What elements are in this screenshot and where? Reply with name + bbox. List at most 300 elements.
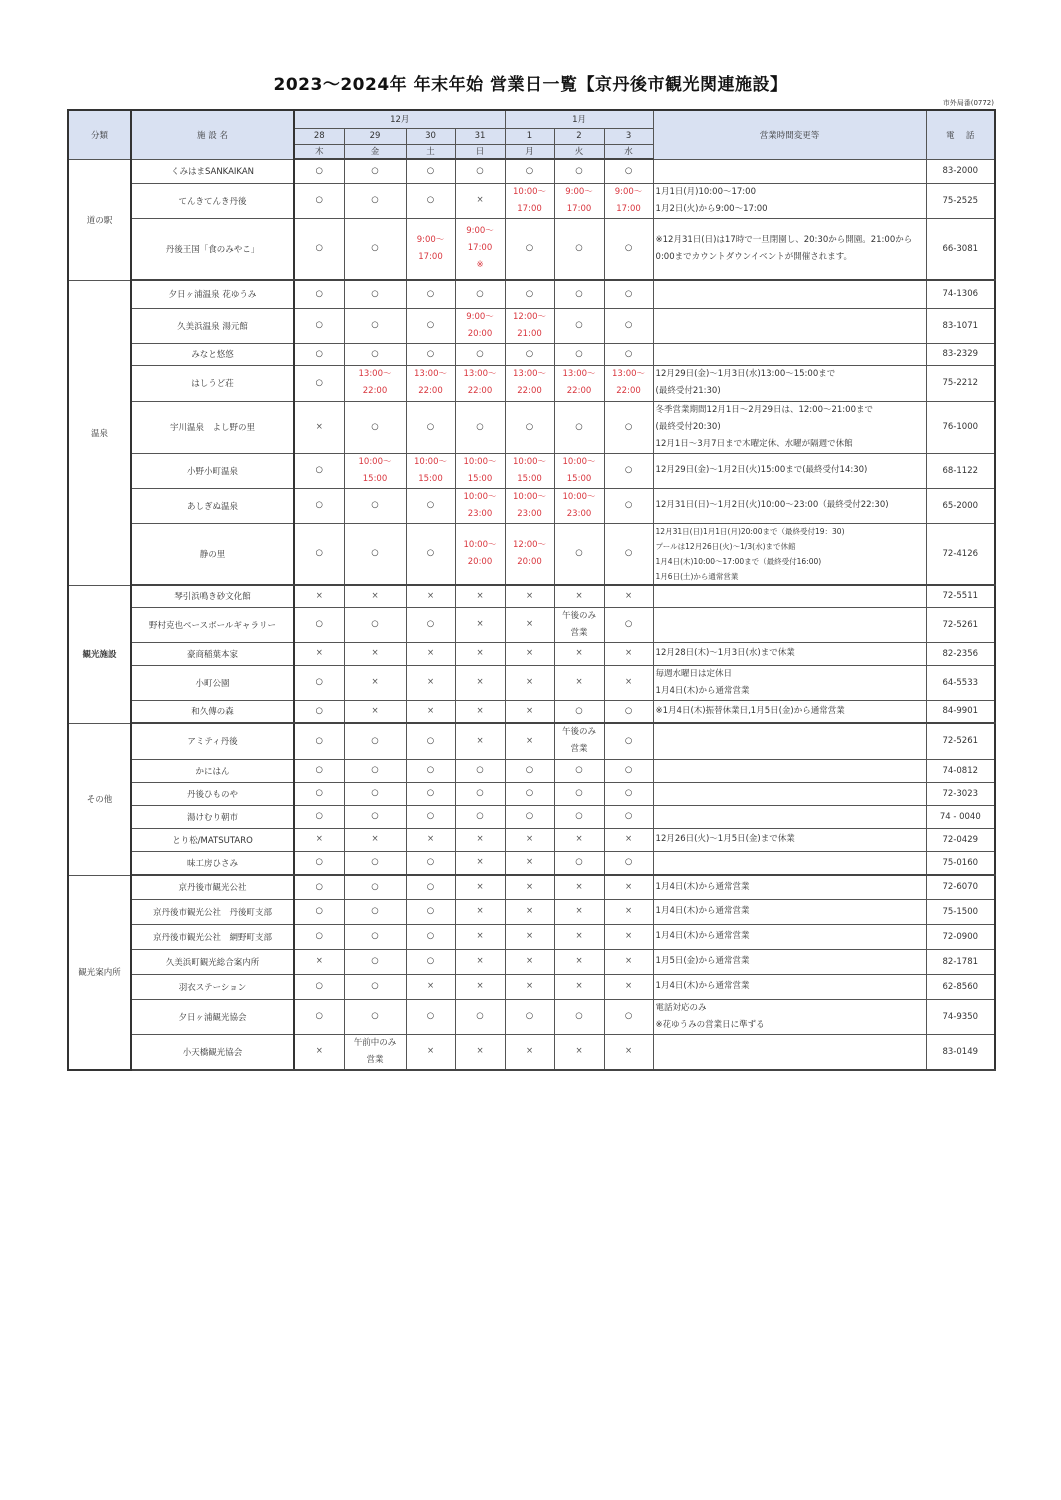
status-hours: 10:00～ 15:00 xyxy=(554,453,604,488)
status-open: ○ xyxy=(344,401,406,453)
header-weekday: 日 xyxy=(455,144,505,159)
header-weekday: 金 xyxy=(344,144,406,159)
table-row xyxy=(68,974,995,999)
status-closed: × xyxy=(554,665,604,700)
phone-number: 83-2329 xyxy=(926,343,995,365)
status-open: ○ xyxy=(554,851,604,875)
facility-name: 宇川温泉 よし野の里 xyxy=(131,401,294,453)
status-hours: 10:00～ 23:00 xyxy=(455,488,505,523)
remarks-cell: 1月4日(木)から通常営業 xyxy=(653,974,926,999)
status-closed: × xyxy=(604,974,653,999)
status-open: ○ xyxy=(344,999,406,1034)
status-hours: 13:00～ 22:00 xyxy=(344,365,406,401)
status-closed: × xyxy=(344,828,406,851)
table-row xyxy=(68,453,995,488)
status-open: ○ xyxy=(294,851,344,875)
table-row xyxy=(68,899,995,924)
status-closed: × xyxy=(604,875,653,899)
phone-number: 75-1500 xyxy=(926,899,995,924)
remarks-cell: 1月4日(木)から通常営業 xyxy=(653,899,926,924)
table-row xyxy=(68,183,995,218)
status-closed: × xyxy=(455,851,505,875)
status-closed: × xyxy=(294,401,344,453)
status-open: ○ xyxy=(294,974,344,999)
status-open: ○ xyxy=(406,759,455,782)
status-note: 午後のみ 営業 xyxy=(554,723,604,759)
status-closed: × xyxy=(505,924,554,949)
table-row xyxy=(68,1034,995,1070)
status-open: ○ xyxy=(505,805,554,828)
status-open: ○ xyxy=(604,401,653,453)
status-closed: × xyxy=(505,1034,554,1070)
status-open: ○ xyxy=(604,159,653,183)
status-open: ○ xyxy=(294,159,344,183)
status-open: ○ xyxy=(455,280,505,308)
status-open: ○ xyxy=(505,759,554,782)
status-open: ○ xyxy=(455,343,505,365)
status-open: ○ xyxy=(294,453,344,488)
category-cell: 観光施設 xyxy=(68,585,131,723)
phone-number: 74-9350 xyxy=(926,999,995,1034)
header-date: 1 xyxy=(505,128,554,144)
header-month-dec: 12月 xyxy=(294,110,505,128)
status-open: ○ xyxy=(344,851,406,875)
phone-number: 74-0812 xyxy=(926,759,995,782)
facility-name: 羽衣ステーション xyxy=(131,974,294,999)
status-open: ○ xyxy=(455,782,505,805)
remarks-cell xyxy=(653,159,926,183)
phone-number: 72-6070 xyxy=(926,875,995,899)
phone-number: 72-3023 xyxy=(926,782,995,805)
status-open: ○ xyxy=(604,782,653,805)
table-row xyxy=(68,924,995,949)
status-closed: × xyxy=(455,700,505,723)
header-weekday: 木 xyxy=(294,144,344,159)
status-closed: × xyxy=(554,974,604,999)
status-closed: × xyxy=(455,899,505,924)
table-row xyxy=(68,488,995,523)
status-open: ○ xyxy=(406,924,455,949)
status-open: ○ xyxy=(344,782,406,805)
status-closed: × xyxy=(406,642,455,665)
status-open: ○ xyxy=(344,924,406,949)
remarks-cell: 12月31日(日)～1月2日(火)10:00～23:00（最終受付22:30) xyxy=(653,488,926,523)
remarks-cell xyxy=(653,280,926,308)
facility-name: 京丹後市観光公社 網野町支部 xyxy=(131,924,294,949)
status-hours: 12:00～ 20:00 xyxy=(505,523,554,585)
table-row xyxy=(68,218,995,280)
status-open: ○ xyxy=(406,607,455,642)
status-open: ○ xyxy=(294,723,344,759)
status-open: ○ xyxy=(294,218,344,280)
status-closed: × xyxy=(344,665,406,700)
status-open: ○ xyxy=(406,343,455,365)
phone-number: 82-2356 xyxy=(926,642,995,665)
remarks-cell: 冬季営業期間12月1日～2月29日は、12:00～21:00まで (最終受付20:30) 12月1日～3月7日まで木曜定休、水曜が隔週で休館 xyxy=(653,401,926,453)
status-hours: 10:00～ 17:00 xyxy=(505,183,554,218)
phone-number: 72-5511 xyxy=(926,585,995,607)
status-open: ○ xyxy=(604,759,653,782)
status-open: ○ xyxy=(554,523,604,585)
remarks-cell xyxy=(653,1034,926,1070)
status-open: ○ xyxy=(455,159,505,183)
header-date: 2 xyxy=(554,128,604,144)
remarks-cell: 1月5日(金)から通常営業 xyxy=(653,949,926,974)
phone-number: 82-1781 xyxy=(926,949,995,974)
status-closed: × xyxy=(604,665,653,700)
status-closed: × xyxy=(505,585,554,607)
phone-number: 83-2000 xyxy=(926,159,995,183)
status-open: ○ xyxy=(344,488,406,523)
remarks-cell: ※12月31日(日)は17時で一旦閉園し、20:30から開園。21:00から0:00までカウントダウンイベントが開催されます。 xyxy=(653,218,926,280)
status-closed: × xyxy=(604,828,653,851)
facility-name: 野村克也ベースボールギャラリー xyxy=(131,607,294,642)
facility-name: 小野小町温泉 xyxy=(131,453,294,488)
status-closed: × xyxy=(406,585,455,607)
status-open: ○ xyxy=(604,280,653,308)
phone-number: 65-2000 xyxy=(926,488,995,523)
table-row xyxy=(68,523,995,585)
facility-name: とり松/MATSUTARO xyxy=(131,828,294,851)
status-closed: × xyxy=(554,585,604,607)
header-date: 3 xyxy=(604,128,653,144)
status-closed: × xyxy=(406,1034,455,1070)
status-hours: 10:00～ 20:00 xyxy=(455,523,505,585)
status-hours: 9:00～ 20:00 xyxy=(455,308,505,343)
status-closed: × xyxy=(455,1034,505,1070)
category-cell: 温泉 xyxy=(68,280,131,585)
status-open: ○ xyxy=(406,308,455,343)
status-hours: 13:00～ 22:00 xyxy=(505,365,554,401)
status-open: ○ xyxy=(554,759,604,782)
facility-name: 琴引浜鳴き砂文化館 xyxy=(131,585,294,607)
status-closed: × xyxy=(554,875,604,899)
status-open: ○ xyxy=(554,308,604,343)
status-closed: × xyxy=(455,974,505,999)
table-row xyxy=(68,828,995,851)
phone-number: 75-2212 xyxy=(926,365,995,401)
status-open: ○ xyxy=(344,280,406,308)
phone-number: 72-0900 xyxy=(926,924,995,949)
facility-name: 久美浜町観光総合案内所 xyxy=(131,949,294,974)
status-open: ○ xyxy=(406,723,455,759)
status-open: ○ xyxy=(344,218,406,280)
header-remarks: 営業時間変更等 xyxy=(653,110,926,159)
table-row xyxy=(68,875,995,899)
status-open: ○ xyxy=(344,308,406,343)
facility-name: かにはん xyxy=(131,759,294,782)
status-open: ○ xyxy=(455,759,505,782)
phone-number: 74-1306 xyxy=(926,280,995,308)
remarks-cell xyxy=(653,607,926,642)
status-open: ○ xyxy=(455,999,505,1034)
header-weekday: 火 xyxy=(554,144,604,159)
phone-number: 68-1122 xyxy=(926,453,995,488)
table-row xyxy=(68,308,995,343)
status-open: ○ xyxy=(505,401,554,453)
status-open: ○ xyxy=(294,183,344,218)
phone-number: 66-3081 xyxy=(926,218,995,280)
status-closed: × xyxy=(505,828,554,851)
facility-name: 京丹後市観光公社 xyxy=(131,875,294,899)
status-open: ○ xyxy=(505,999,554,1034)
phone-number: 76-1000 xyxy=(926,401,995,453)
facility-name: くみはまSANKAIKAN xyxy=(131,159,294,183)
status-open: ○ xyxy=(294,924,344,949)
status-hours: 12:00～ 21:00 xyxy=(505,308,554,343)
facility-name: 湯けむり朝市 xyxy=(131,805,294,828)
phone-number: 72-4126 xyxy=(926,523,995,585)
table-row xyxy=(68,851,995,875)
phone-number: 83-0149 xyxy=(926,1034,995,1070)
status-open: ○ xyxy=(554,999,604,1034)
facility-name: 静の里 xyxy=(131,523,294,585)
facility-name: アミティ丹後 xyxy=(131,723,294,759)
status-closed: × xyxy=(604,924,653,949)
status-open: ○ xyxy=(344,759,406,782)
phone-number: 74 - 0040 xyxy=(926,805,995,828)
status-closed: × xyxy=(604,949,653,974)
remarks-cell: 1月4日(木)から通常営業 xyxy=(653,875,926,899)
status-hours: 13:00～ 22:00 xyxy=(604,365,653,401)
status-closed: × xyxy=(554,828,604,851)
status-hours: 10:00～ 15:00 xyxy=(505,453,554,488)
header-date: 29 xyxy=(344,128,406,144)
status-closed: × xyxy=(455,585,505,607)
status-open: ○ xyxy=(294,805,344,828)
status-open: ○ xyxy=(604,723,653,759)
status-open: ○ xyxy=(294,280,344,308)
status-open: ○ xyxy=(406,949,455,974)
facility-name: 京丹後市観光公社 丹後町支部 xyxy=(131,899,294,924)
status-hours: 9:00～ 17:00 ※ xyxy=(455,218,505,280)
status-closed: × xyxy=(455,665,505,700)
facility-name: あしぎぬ温泉 xyxy=(131,488,294,523)
status-closed: × xyxy=(294,1034,344,1070)
status-open: ○ xyxy=(344,523,406,585)
remarks-cell: 12月29日(金)～1月2日(火)15:00まで(最終受付14:30) xyxy=(653,453,926,488)
status-open: ○ xyxy=(505,218,554,280)
status-closed: × xyxy=(554,642,604,665)
status-open: ○ xyxy=(344,159,406,183)
status-open: ○ xyxy=(554,280,604,308)
status-hours: 13:00～ 22:00 xyxy=(406,365,455,401)
table-row xyxy=(68,999,995,1034)
header-phone: 電 話 xyxy=(926,110,995,159)
status-open: ○ xyxy=(604,488,653,523)
status-closed: × xyxy=(604,1034,653,1070)
status-open: ○ xyxy=(406,782,455,805)
status-note: 午前中のみ 営業 xyxy=(344,1034,406,1070)
facility-name: 丹後王国「食のみやこ」 xyxy=(131,218,294,280)
status-open: ○ xyxy=(294,523,344,585)
status-open: ○ xyxy=(554,159,604,183)
phone-number: 62-8560 xyxy=(926,974,995,999)
table-row xyxy=(68,665,995,700)
status-closed: × xyxy=(505,949,554,974)
status-open: ○ xyxy=(604,607,653,642)
status-closed: × xyxy=(554,899,604,924)
status-open: ○ xyxy=(554,218,604,280)
category-cell: 観光案内所 xyxy=(68,875,131,1070)
status-closed: × xyxy=(604,585,653,607)
status-open: ○ xyxy=(604,700,653,723)
remarks-cell: 毎週水曜日は定休日 1月4日(木)から通常営業 xyxy=(653,665,926,700)
status-open: ○ xyxy=(406,488,455,523)
facility-name: みなと悠悠 xyxy=(131,343,294,365)
status-closed: × xyxy=(344,700,406,723)
header-weekday: 土 xyxy=(406,144,455,159)
status-open: ○ xyxy=(294,365,344,401)
remarks-cell xyxy=(653,782,926,805)
table-row xyxy=(68,401,995,453)
status-closed: × xyxy=(344,642,406,665)
table-row xyxy=(68,700,995,723)
status-open: ○ xyxy=(294,700,344,723)
status-closed: × xyxy=(505,974,554,999)
header-weekday: 水 xyxy=(604,144,653,159)
header-category: 分類 xyxy=(68,110,131,159)
status-hours: 9:00～ 17:00 xyxy=(406,218,455,280)
status-open: ○ xyxy=(604,218,653,280)
status-open: ○ xyxy=(344,805,406,828)
table-row xyxy=(68,759,995,782)
remarks-cell xyxy=(653,308,926,343)
category-cell: その他 xyxy=(68,723,131,875)
facility-name: 豪商稲葉本家 xyxy=(131,642,294,665)
table-row xyxy=(68,642,995,665)
status-hours: 10:00～ 23:00 xyxy=(505,488,554,523)
status-open: ○ xyxy=(554,805,604,828)
status-hours: 10:00～ 15:00 xyxy=(406,453,455,488)
status-open: ○ xyxy=(294,488,344,523)
phone-number: 75-2525 xyxy=(926,183,995,218)
facility-name: 小町公園 xyxy=(131,665,294,700)
status-open: ○ xyxy=(406,851,455,875)
schedule-table xyxy=(67,109,996,1071)
remarks-cell: 1月1日(月)10:00～17:00 1月2日(火)から9:00～17:00 xyxy=(653,183,926,218)
remarks-cell xyxy=(653,805,926,828)
table-row xyxy=(68,585,995,607)
table-row xyxy=(68,159,995,183)
status-closed: × xyxy=(455,828,505,851)
status-open: ○ xyxy=(344,974,406,999)
remarks-cell: 電話対応のみ ※花ゆうみの営業日に準ずる xyxy=(653,999,926,1034)
status-closed: × xyxy=(455,875,505,899)
status-open: ○ xyxy=(344,343,406,365)
status-closed: × xyxy=(294,828,344,851)
status-open: ○ xyxy=(554,401,604,453)
status-closed: × xyxy=(455,949,505,974)
status-open: ○ xyxy=(294,782,344,805)
remarks-cell: ※1月4日(木)振替休業日,1月5日(金)から通常営業 xyxy=(653,700,926,723)
status-open: ○ xyxy=(344,875,406,899)
status-open: ○ xyxy=(294,999,344,1034)
status-open: ○ xyxy=(344,949,406,974)
status-closed: × xyxy=(455,183,505,218)
table-row xyxy=(68,343,995,365)
status-closed: × xyxy=(406,828,455,851)
header-date: 31 xyxy=(455,128,505,144)
facility-name: 夕日ヶ浦温泉 花ゆうみ xyxy=(131,280,294,308)
phone-number: 84-9901 xyxy=(926,700,995,723)
remarks-cell xyxy=(653,759,926,782)
table-row xyxy=(68,782,995,805)
status-open: ○ xyxy=(406,875,455,899)
status-open: ○ xyxy=(294,875,344,899)
header-month-jan: 1月 xyxy=(505,110,653,128)
page-title: 2023～2024年 年末年始 営業日一覧【京丹後市観光関連施設】 xyxy=(273,75,788,95)
status-open: ○ xyxy=(406,999,455,1034)
table-row xyxy=(68,607,995,642)
table-row xyxy=(68,723,995,759)
status-open: ○ xyxy=(406,899,455,924)
status-hours: 10:00～ 23:00 xyxy=(554,488,604,523)
status-hours: 9:00～ 17:00 xyxy=(604,183,653,218)
table-row xyxy=(68,805,995,828)
status-hours: 13:00～ 22:00 xyxy=(455,365,505,401)
status-open: ○ xyxy=(505,159,554,183)
status-open: ○ xyxy=(604,523,653,585)
header-date: 28 xyxy=(294,128,344,144)
facility-name: はしうど荘 xyxy=(131,365,294,401)
status-closed: × xyxy=(455,642,505,665)
status-closed: × xyxy=(294,642,344,665)
remarks-cell: 12月31日(日)1月1日(月)20:00まで（最終受付19：30) プールは12月26日(火)～1/3(水)まで休館 1月4日(木)10:00～17:00まで（最終受付16:00) 1月6日(土)から通常営業 xyxy=(653,523,926,585)
status-open: ○ xyxy=(554,700,604,723)
status-open: ○ xyxy=(455,401,505,453)
status-open: ○ xyxy=(554,343,604,365)
status-open: ○ xyxy=(344,723,406,759)
remarks-cell: 12月29日(金)～1月3日(水)13:00～15:00まで (最終受付21:30) xyxy=(653,365,926,401)
status-closed: × xyxy=(455,924,505,949)
status-closed: × xyxy=(455,607,505,642)
remarks-cell xyxy=(653,585,926,607)
status-open: ○ xyxy=(294,308,344,343)
status-hours: 9:00～ 17:00 xyxy=(554,183,604,218)
header-date: 30 xyxy=(406,128,455,144)
status-open: ○ xyxy=(554,782,604,805)
facility-name: 夕日ヶ浦観光協会 xyxy=(131,999,294,1034)
status-open: ○ xyxy=(406,523,455,585)
table-row xyxy=(68,280,995,308)
status-closed: × xyxy=(505,723,554,759)
phone-number: 72-5261 xyxy=(926,723,995,759)
status-open: ○ xyxy=(604,308,653,343)
status-open: ○ xyxy=(344,183,406,218)
remarks-cell xyxy=(653,851,926,875)
category-cell: 道の駅 xyxy=(68,159,131,280)
status-open: ○ xyxy=(604,999,653,1034)
status-open: ○ xyxy=(294,759,344,782)
remarks-cell: 1月4日(木)から通常営業 xyxy=(653,924,926,949)
status-open: ○ xyxy=(294,607,344,642)
status-open: ○ xyxy=(344,899,406,924)
status-closed: × xyxy=(455,723,505,759)
status-open: ○ xyxy=(604,343,653,365)
status-closed: × xyxy=(554,1034,604,1070)
status-closed: × xyxy=(406,974,455,999)
facility-name: 和久傳の森 xyxy=(131,700,294,723)
phone-number: 83-1071 xyxy=(926,308,995,343)
status-open: ○ xyxy=(344,607,406,642)
status-closed: × xyxy=(294,585,344,607)
status-open: ○ xyxy=(294,665,344,700)
status-closed: × xyxy=(406,700,455,723)
status-open: ○ xyxy=(505,280,554,308)
facility-name: 味工房ひさみ xyxy=(131,851,294,875)
phone-number: 72-5261 xyxy=(926,607,995,642)
